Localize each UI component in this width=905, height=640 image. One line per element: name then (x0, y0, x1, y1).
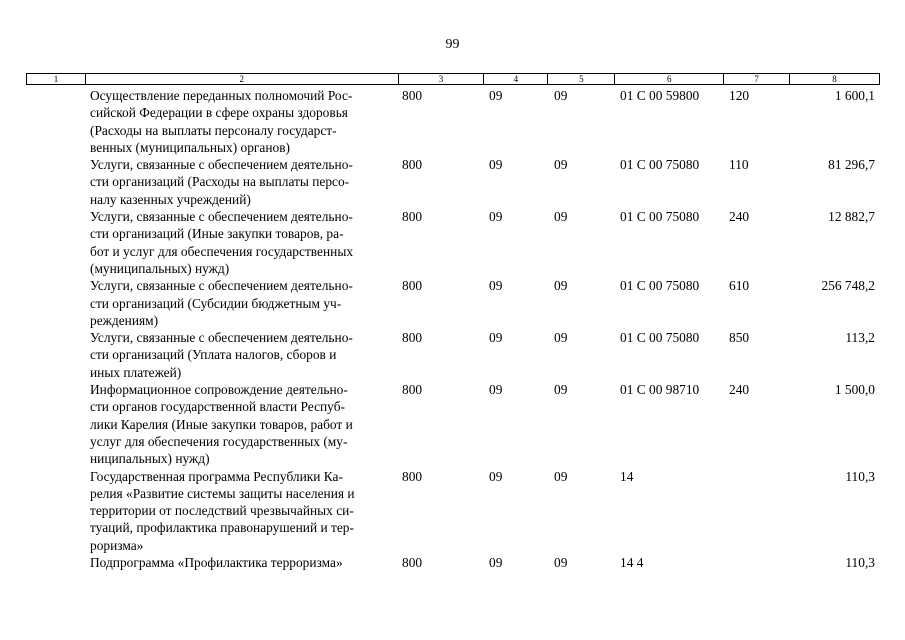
amount-cell: 113,2 (845, 330, 875, 346)
section-code-cell: 09 (489, 382, 503, 398)
header-col-1: 1 (27, 74, 86, 84)
amount-cell: 81 296,7 (828, 157, 875, 173)
ministry-code-cell: 800 (402, 88, 423, 103)
target-article-cell: 14 4 (620, 555, 644, 571)
amount-cell: 1 600,1 (834, 88, 875, 103)
header-col-8: 8 (832, 74, 837, 84)
target-article-cell: 01 С 00 59800 (620, 88, 700, 103)
expense-type-cell: 240 (729, 382, 750, 398)
expense-type-cell: 850 (729, 330, 750, 346)
expense-type-cell: 610 (729, 278, 750, 294)
row-name-cell: Услуги, связанные с обеспечением деятельно- сти организаций (Иные закупки товаров, ра- бот и услуг для обеспечения государственных (муниципальных) нужд) (90, 209, 354, 276)
target-article-cell: 14 (620, 468, 634, 484)
ministry-code-cell: 800 (402, 278, 423, 294)
row-number-cell (26, 87, 85, 156)
table-row (26, 329, 880, 381)
table-row (26, 468, 880, 554)
subsection-code-cell: 09 (554, 330, 568, 346)
ministry-code-cell: 800 (402, 555, 423, 571)
page-number: 99 (445, 37, 460, 52)
row-name-cell: Информационное сопровождение деятельно- сти органов государственной власти Респуб- лики Карелия (Иные закупки товаров, работ и услуг для обеспечения государственных (му- ниципальных) нужд) (90, 382, 353, 467)
section-code-cell: 09 (489, 555, 503, 571)
table-row (26, 381, 880, 467)
row-number-cell (26, 468, 85, 554)
table-row (26, 156, 880, 208)
table-row (26, 554, 880, 571)
amount-cell: 110,3 (845, 555, 875, 571)
ministry-code-cell: 800 (402, 157, 423, 173)
header-col-6: 6 (615, 74, 724, 84)
header-col-3: 3 (399, 74, 485, 84)
section-code-cell: 09 (489, 209, 503, 225)
target-article-cell: 01 С 00 75080 (620, 330, 700, 346)
expense-type-cell: 240 (729, 209, 750, 225)
row-number-cell (26, 329, 85, 381)
header-col-2: 2 (86, 74, 399, 84)
amount-cell: 12 882,7 (828, 209, 875, 225)
row-name-cell: Услуги, связанные с обеспечением деятельно- сти организаций (Субсидии бюджетным уч- реждениям) (90, 278, 353, 328)
ministry-code-cell: 800 (402, 468, 423, 484)
expense-type-cell (724, 468, 790, 554)
subsection-code-cell: 09 (554, 209, 568, 225)
row-number-cell (26, 381, 85, 467)
ministry-code-cell: 800 (402, 382, 423, 398)
expense-type-cell: 110 (729, 157, 749, 173)
section-code-cell: 09 (489, 330, 503, 346)
target-article-cell: 01 С 00 75080 (620, 157, 700, 173)
table-row (26, 87, 880, 156)
subsection-code-cell: 09 (554, 382, 568, 398)
table-row (26, 208, 880, 277)
row-number-cell (26, 208, 85, 277)
row-number-cell (26, 277, 85, 329)
row-number-cell (26, 156, 85, 208)
amount-cell: 256 748,2 (821, 278, 875, 294)
row-name-cell: Подпрограмма «Профилактика терроризма» (90, 555, 343, 571)
budget-table-body (26, 87, 880, 571)
header-col-7: 7 (724, 74, 790, 84)
amount-cell: 110,3 (845, 468, 875, 484)
header-col-5: 5 (548, 74, 615, 84)
section-code-cell: 09 (489, 88, 503, 103)
subsection-code-cell: 09 (554, 157, 568, 173)
target-article-cell: 01 С 00 75080 (620, 278, 700, 294)
expense-type-cell: 120 (729, 88, 750, 103)
ministry-code-cell: 800 (402, 330, 423, 346)
expense-type-cell (724, 554, 790, 571)
row-number-cell (26, 554, 85, 571)
section-code-cell: 09 (489, 278, 503, 294)
ministry-code-cell: 800 (402, 209, 423, 225)
row-name-cell: Услуги, связанные с обеспечением деятельно- сти организаций (Уплата налогов, сборов и иных платежей) (90, 330, 353, 380)
amount-cell: 1 500,0 (834, 382, 875, 398)
row-name-cell: Государственная программа Республики Ка- релия «Развитие системы защиты населения и территории от последствий чрезвычайных си- туаций, профилактика правонарушений и тер- роризма» (90, 468, 355, 553)
subsection-code-cell: 09 (554, 555, 568, 571)
subsection-code-cell: 09 (554, 278, 568, 294)
row-name-cell: Осуществление переданных полномочий Рос- сийской Федерации в сфере охраны здоровья (Расходы на выплаты персоналу государст- венных (муниципальных) органов) (90, 88, 353, 155)
target-article-cell: 01 С 00 98710 (620, 382, 700, 398)
section-code-cell: 09 (489, 468, 503, 484)
section-code-cell: 09 (489, 157, 503, 173)
row-name-cell: Услуги, связанные с обеспечением деятельно- сти организаций (Расходы на выплаты персо- налу казенных учреждений) (90, 157, 353, 207)
subsection-code-cell: 09 (554, 88, 568, 103)
target-article-cell: 01 С 00 75080 (620, 209, 700, 225)
header-col-4: 4 (484, 74, 548, 84)
table-row (26, 277, 880, 329)
subsection-code-cell: 09 (554, 468, 568, 484)
column-number-header (26, 73, 880, 85)
